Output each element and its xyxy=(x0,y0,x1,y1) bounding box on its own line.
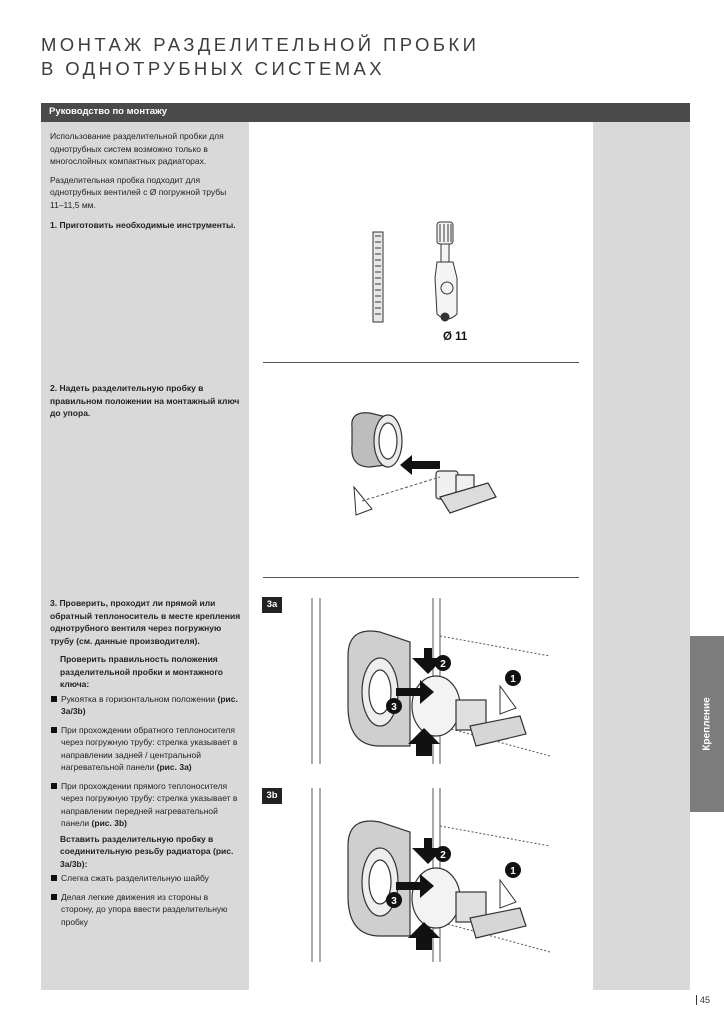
direction-indicator-icon xyxy=(500,880,516,908)
pipe-cutter-icon xyxy=(435,222,457,321)
bullet-insert: Делая легкие движения из стороны в сторону, до упора ввести разделительную пробку xyxy=(50,891,242,929)
step-2-block xyxy=(50,382,242,426)
bullet-supply-flow-text: При прохождении прямого теплоносителя через погружную трубу: стрелка указывает в направлении передней нагревательной панели xyxy=(61,780,238,828)
svg-text:3: 3 xyxy=(391,896,397,907)
section-header-label: Руководство по монтажу xyxy=(49,106,168,117)
callout-2 xyxy=(435,655,451,671)
title-line-1: МОНТАЖ РАЗДЕЛИТЕЛЬНОЙ ПРОБКИ xyxy=(41,34,480,55)
callout-1 xyxy=(505,862,521,878)
bullet-handle xyxy=(50,693,242,718)
bullet-return-flow-ref: (рис. 3a) xyxy=(156,762,192,772)
page-title xyxy=(41,33,479,81)
tools-illustration xyxy=(365,218,485,330)
bullet-squeeze: Слегка сжать разделительную шайбу xyxy=(50,872,242,885)
svg-text:1: 1 xyxy=(510,866,516,877)
intro-text xyxy=(50,130,242,238)
callout-3 xyxy=(386,892,402,908)
arrow-icon xyxy=(400,455,440,475)
bullet-supply-flow-ref: (рис. 3b) xyxy=(91,818,127,828)
title-line-2: В ОДНОТРУБНЫХ СИСТЕМАХ xyxy=(41,58,386,79)
svg-text:2: 2 xyxy=(440,850,446,861)
svg-text:3: 3 xyxy=(391,702,397,713)
side-tab[interactable] xyxy=(690,636,724,812)
figure-3a-illustration xyxy=(300,596,555,766)
divider-1 xyxy=(263,362,579,363)
plug-on-key-illustration xyxy=(340,405,500,525)
figure-3b-badge: 3b xyxy=(262,788,282,804)
step-3: 3. Проверить, проходит ли прямой или обратный теплоноситель в месте крепления однотрубного вентиля через погружную трубу (см. данные производителя). xyxy=(50,598,241,646)
side-tab-label: Крепление xyxy=(701,697,713,751)
bullet-handle-text: Рукоятка в горизонтальном положении xyxy=(61,693,218,704)
bullet-supply-flow xyxy=(50,780,242,830)
divider-2 xyxy=(263,577,579,578)
ruler-tool-icon xyxy=(373,232,383,322)
step-1: 1. Приготовить необходимые инструменты. xyxy=(50,220,236,230)
page-number: 45 xyxy=(696,995,710,1005)
direction-indicator-icon xyxy=(500,686,516,714)
step-3-block xyxy=(50,597,242,934)
svg-text:2: 2 xyxy=(440,659,446,670)
callout-2 xyxy=(435,846,451,862)
section-header xyxy=(41,103,690,122)
bullet-return-flow-text: При прохождении обратного теплоносителя через погружную трубу: стрелка указывает в направлении задней / центральной нагревательной панели xyxy=(61,724,238,772)
intro-paragraph-1: Использование разделительной пробки для однотрубных систем возможно только в многослойных компактных радиаторах. xyxy=(50,131,224,166)
right-margin-column xyxy=(593,122,690,990)
svg-text:1: 1 xyxy=(510,674,516,685)
step-2: 2. Надеть разделительную пробку в правильном положении на монтажный ключ до упора. xyxy=(50,383,240,418)
callout-1 xyxy=(505,670,521,686)
figure-3b-illustration xyxy=(300,786,555,964)
step-3-check: Проверить правильность положения разделительной пробки и монтажного ключа: xyxy=(60,654,223,689)
callout-3 xyxy=(386,698,402,714)
bullet-return-flow xyxy=(50,724,242,774)
bullet-handle-ref: (рис. 3a/3b) xyxy=(61,693,238,716)
intro-paragraph-2: Разделительная пробка подходит для однотрубных вентилей с Ø погружной трубы 11–11,5 мм. xyxy=(50,174,227,210)
diameter-label: Ø 11 xyxy=(443,331,468,343)
step-3-insert: Вставить разделительную пробку в соединительную резьбу радиатора (рис. 3a/3b): xyxy=(60,833,234,869)
figure-3a-badge: 3a xyxy=(262,597,282,613)
